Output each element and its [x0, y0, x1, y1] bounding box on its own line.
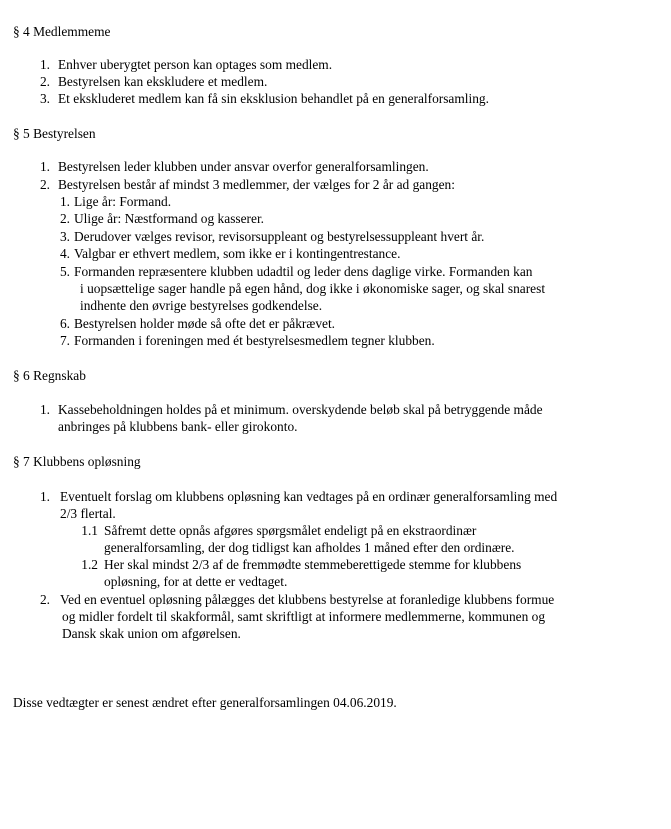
sublist-item-text: Ulige år: Næstformand og kasserer. [74, 211, 265, 226]
sublist-item-number: 2. [59, 211, 70, 226]
list-item-number: 3. [39, 91, 50, 106]
list-item-text: Et ekskluderet medlem kan få sin eksklusion behandlet på en generalforsamling. [58, 91, 489, 106]
list-item-text: anbringes på klubbens bank- eller girokonto. [58, 419, 298, 434]
sublist-item-text: indhente den øvrige bestyrelses godkendelse. [80, 298, 323, 313]
sublist-item-number: 7. [59, 333, 70, 348]
list-item-text: Enhver uberygtet person kan optages som medlem. [58, 57, 333, 72]
sublist-item-text: Derudover vælges revisor, revisorsuppleant og bestyrelsessuppleant hvert år. [74, 229, 485, 244]
list-item-text: Ved en eventuel opløsning pålægges det klubbens bestyrelse at foranledige klubbens formue [60, 592, 555, 607]
sublist-item-number: 1. [59, 194, 70, 209]
sublist-item-number: 1.2 [81, 557, 98, 572]
list-item-text: Kassebeholdningen holdes på et minimum. overskydende beløb skal på betryggende måde [58, 402, 543, 417]
section-7-heading: § 7 Klubbens opløsning [13, 454, 141, 469]
list-item-text: Dansk skak union om afgørelsen. [62, 626, 241, 641]
sublist-item-number: 3. [59, 229, 70, 244]
sublist-item-text: Her skal mindst 2/3 af de fremmødte stemmeberettigede stemme for klubbens [104, 557, 522, 572]
list-item-number: 2. [39, 177, 50, 192]
list-item-text: Bestyrelsen består af mindst 3 medlemmer, der vælges for 2 år ad gangen: [58, 177, 455, 192]
list-item-text: 2/3 flertal. [60, 506, 116, 521]
revision-note: Disse vedtægter er senest ændret efter generalforsamlingen 04.06.2019. [13, 695, 397, 710]
sublist-item-text: Såfremt dette opnås afgøres spørgsmålet endeligt på en ekstraordinær [104, 523, 477, 538]
list-item-number: 1. [39, 159, 50, 174]
list-item-number: 2. [39, 74, 50, 89]
sublist-item-text: Formanden i foreningen med ét bestyrelsesmedlem tegner klubben. [74, 333, 435, 348]
list-item-text: Bestyrelsen leder klubben under ansvar overfor generalforsamlingen. [58, 159, 429, 174]
sublist-item-text: Valgbar er ethvert medlem, som ikke er i kontingentrestance. [74, 246, 401, 261]
sublist-item-text: Lige år: Formand. [74, 194, 172, 209]
list-item-text: Eventuelt forslag om klubbens opløsning kan vedtages på en ordinær generalforsamling med [60, 489, 558, 504]
sublist-item-text: Bestyrelsen holder møde så ofte det er påkrævet. [74, 316, 336, 331]
list-item-number: 2. [39, 592, 50, 607]
sublist-item-number: 4. [59, 246, 70, 261]
section-5-heading: § 5 Bestyrelsen [13, 126, 96, 141]
list-item-number: 1. [39, 489, 50, 504]
sublist-item-text: i uopsættelige sager handle på egen hånd, dog ikke i økonomiske sager, og skal snarest [80, 281, 546, 296]
sublist-item-number: 6. [59, 316, 70, 331]
sublist-item-text: Formanden repræsentere klubben udadtil og leder dens daglige virke. Formanden kan [74, 264, 533, 279]
list-item-number: 1. [39, 402, 50, 417]
sublist-item-text: opløsning, for at dette er vedtaget. [104, 574, 288, 589]
sublist-item-number: 1.1 [81, 523, 98, 538]
sublist-item-number: 5. [59, 264, 70, 279]
section-4-heading: § 4 Medlemmeme [13, 24, 111, 39]
sublist-item-text: generalforsamling, der dog tidligst kan afholdes 1 måned efter den ordinære. [104, 540, 515, 555]
section-6-heading: § 6 Regnskab [13, 368, 86, 383]
list-item-text: og midler fordelt til skakformål, samt skriftligt at informere medlemmerne, kommunen og [62, 609, 546, 624]
list-item-text: Bestyrelsen kan ekskludere et medlem. [58, 74, 268, 89]
list-item-number: 1. [39, 57, 50, 72]
